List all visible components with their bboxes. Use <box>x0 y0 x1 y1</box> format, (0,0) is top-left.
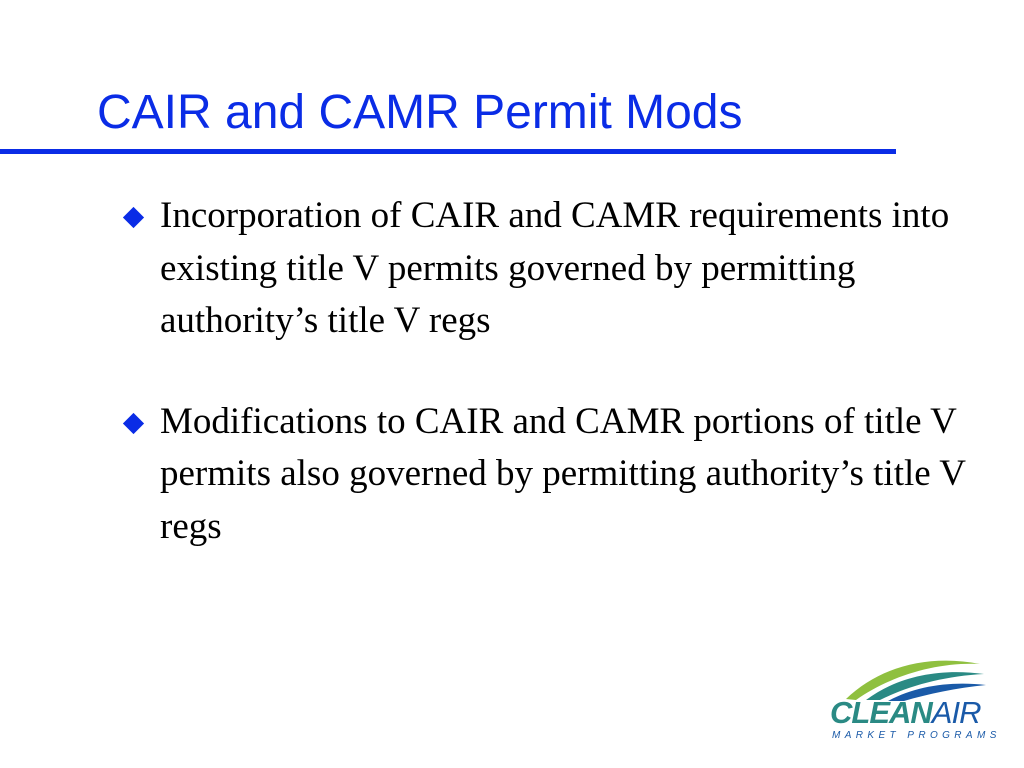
logo-word-air: AIR <box>931 695 981 730</box>
logo-wordmark <box>830 696 980 730</box>
title-underline <box>0 149 896 154</box>
clean-air-markets-logo <box>828 652 1001 747</box>
bullet-item <box>124 190 984 348</box>
bullet-list <box>124 190 984 553</box>
diamond-bullet-icon <box>123 207 144 228</box>
logo-subtitle: MARKET PROGRAMS <box>832 730 1001 741</box>
bullet-text: Incorporation of CAIR and CAMR requirements into existing title V permits governed by permitting authority’s title V regs <box>160 195 950 341</box>
diamond-bullet-icon <box>123 412 144 433</box>
bullet-item <box>124 396 984 554</box>
bullet-text: Modifications to CAIR and CAMR portions of title V permits also governed by permitting authority’s title V regs <box>160 400 966 547</box>
slide-title: CAIR and CAMR Permit Mods <box>97 86 743 139</box>
logo-word-clean: CLEAN <box>830 695 932 730</box>
